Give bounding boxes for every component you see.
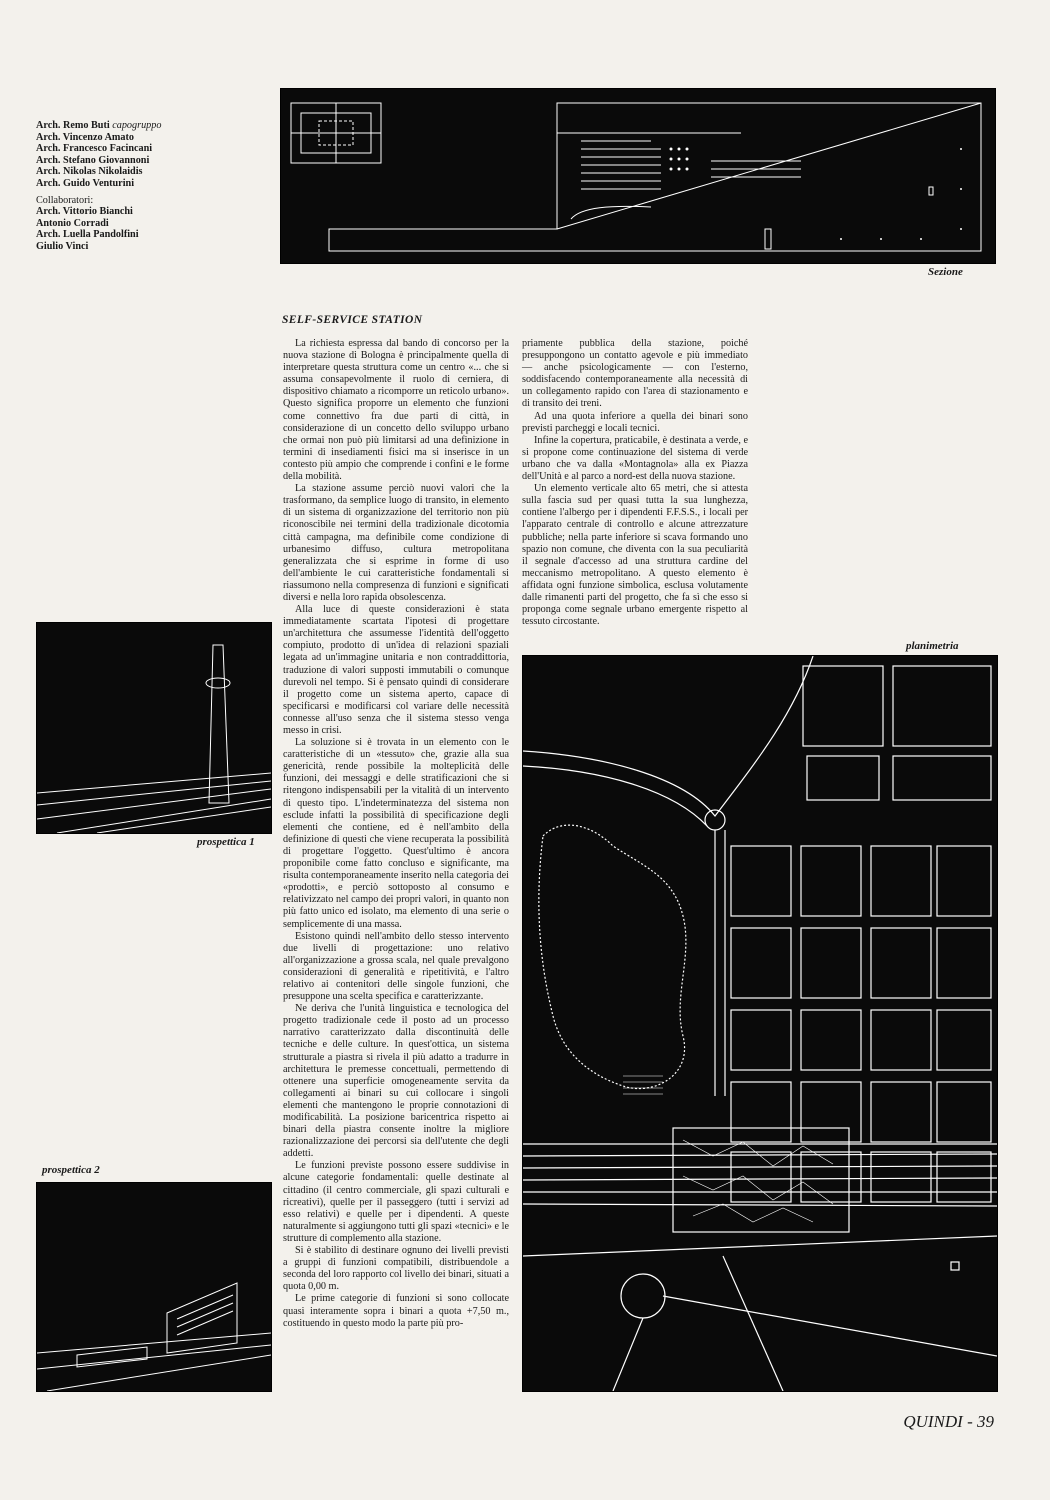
article-paragraph: Si è stabilito di destinare ognuno dei livelli previsti a gruppi di funzioni compatibili, distribuendole a seconda del loro rapporto col livello dei binari, situati a quota 0,00 m.: [283, 1245, 509, 1293]
credits-block: [36, 120, 276, 253]
collaborator-line: Arch. Luella Pandolfini: [36, 229, 139, 241]
article-title: SELF-SERVICE STATION: [282, 314, 423, 326]
credit-line: Arch. Remo Buti capogruppo: [36, 120, 162, 131]
article-paragraph: Esistono quindi nell'ambito dello stesso intervento due livelli di progettazione: uno relativo all'organizzazione a grossa scala, nel quale prevalgono considerazioni di generalità e ripetitività, e l'altro relativo ai contenitori delle singole funzioni, che presuppone una scelta specifica e caratterizzante.: [283, 930, 509, 1003]
section-drawing-svg: [281, 89, 995, 263]
article-paragraph: Ad una quota inferiore a quella dei binari sono previsti parcheggi e locali tecnici.: [522, 410, 748, 434]
credit-line: Arch. Guido Venturini: [36, 177, 135, 189]
perspective-2-drawing: [36, 1182, 272, 1392]
perspective-1-drawing: [36, 622, 272, 834]
article-paragraph: Infine la copertura, praticabile, è destinata a verde, e si propone come continuazione del sistema di verde urbano che va dalla «Montagnola» alla ex Piazza dell'Unità e al parco a nord-est della nuova stazione.: [522, 434, 748, 483]
credit-line: Arch. Nikolas Nikolaidis: [36, 166, 143, 178]
perspective-1-caption: prospettica 1: [197, 836, 255, 848]
article-column-1: [283, 338, 509, 1330]
article-paragraph: Alla luce di queste considerazioni è stata immediatamente scartata l'ipotesi di progettare un'architettura che assumesse l'identità dell'oggetto compiuto, prodotto di un'idea di relazioni spaziali legata ad un'immagine unitaria e non contraddittoria, traduzione di valori supposti immutabili o comunque durevoli nel tempo. Si è pensato quindi di considerare il progetto come un sistema aperto, capace di specificarsi e modificarsi col variare delle necessità connesse all'uso senza che il sistema stesso venga messo in crisi.: [283, 604, 509, 736]
site-plan-svg: [523, 656, 997, 1391]
article-paragraph: Le prime categorie di funzioni si sono collocate quasi interamente sopra i binari a quota +7,50 m., costituendo in questo modo la parte più pro-: [283, 1293, 509, 1329]
article-paragraph: Un elemento verticale alto 65 metri, che si attesta sulla fascia sud per quasi tutta la sua lunghezza, contiene l'albergo per i dipendenti F.F.S.S., i locali per l'apparato centrale di controllo e alcune attrezzature pubbliche; nella parte inferiore si scava formando uno spazio non comune, che diventa con la sua peculiarità il segnale d'accesso ad una struttura cardine del meccanismo metropolitano. A questo elemento è affidata ogni funzione simbolica, esclusa volutamente dalle rimanenti parti del progetto, che fa sì che esso si proponga come segnale urbano emergente rispetto al tessuto circostante.: [522, 483, 748, 628]
article-paragraph: Ne deriva che l'unità linguistica e tecnologica del progetto tradizionale cede il posto ad un processo narrativo caratterizzato dalla discontinuità delle tecniche e delle culture. In quest'ottica, un sistema strutturale a piastra si rivela il più adatto a tradurre in architettura le premesse concettuali, permettendo di ottenere una superficie omogeneamente servita da collegamenti ai binari su cui collocare i singoli elementi che mantengono le proprie connotazioni di modificabilità. La posizione baricentrica rispetto ai binari della piastra consente inoltre la migliore razionalizzazione dei percorsi sia dell'utente che degli addetti.: [283, 1003, 509, 1160]
credit-line: Arch. Vincenzo Amato: [36, 131, 134, 143]
collaborators-heading: Collaboratori:: [36, 194, 94, 206]
collaborator-line: Giulio Vinci: [36, 240, 89, 252]
collaborator-line: Arch. Vittorio Bianchi: [36, 206, 133, 218]
article-paragraph: Le funzioni previste possono essere suddivise in alcune categorie fondamentali: quelle destinate al cittadino (il centro commerciale, gli spazi culturali e ricreativi), quelle per il passeggero (tutti i servizi ad esso relativi) e quelle per i dipendenti. A queste naturalmente si aggiungono tutti gli spazi «tecnici» e le strutture di complemento alla stazione.: [283, 1160, 509, 1244]
section-drawing: [280, 88, 996, 264]
article-column-2: [522, 338, 748, 628]
page-folio: QUINDI - 39: [903, 1412, 994, 1431]
collaborator-line: Antonio Corradi: [36, 217, 109, 229]
perspective-2-svg: [37, 1183, 271, 1391]
article-paragraph: La richiesta espressa dal bando di concorso per la nuova stazione di Bologna è principalmente quella di interpretare questa struttura come un centro «... che si assuma consapevolmente il ruolo di cerniera, di dispositivo chiamato a ricomporre un reticolo urbano». Questo significa proporre un elemento che funzioni come connettivo fra due parti di città, in considerazione di un concetto dello sviluppo urbano che ormai non può più limitarsi ad una definizione in termini di insediamenti fisici ma si inserisce in un contesto più ampio che comprende i confini e le forme della mobilità.: [283, 338, 509, 483]
perspective-1-svg: [37, 623, 271, 833]
site-plan-drawing: [522, 655, 998, 1392]
section-caption: Sezione: [928, 266, 963, 278]
credit-line: Arch. Stefano Giovannoni: [36, 154, 150, 166]
perspective-2-caption: prospettica 2: [42, 1164, 100, 1176]
credit-line: Arch. Francesco Facincani: [36, 143, 153, 155]
article-paragraph: La stazione assume perciò nuovi valori che la trasformano, da semplice luogo di transito, in elemento di un sistema di organizzazione del territorio non più riconoscibile nei termini della tradizionale dicotomia città campagna, ma definibile come condizione di urbanesimo diffuso, cultura metropolitana generalizzata che si esprime in forme di uso dell'ambiente le cui caratteristiche fondamentali si riassumono nella compresenza di funzioni e significati diversi e nella loro rapida obsolescenza.: [283, 483, 509, 603]
article-paragraph: priamente pubblica della stazione, poiché presuppongono un contatto agevole e più immediato — anche psicologicamente — con l'esterno, soddisfacendo contemporaneamente alla necessità di un collegamento rapido con l'area di stazionamento e di transito dei treni.: [522, 338, 748, 410]
plan-caption: planimetria: [906, 640, 959, 652]
article-paragraph: La soluzione si è trovata in un elemento con le caratteristiche di un «tessuto» che, grazie alla sua genericità, rende possibile la molteplicità delle funzioni, dei messaggi e delle stratificazioni che si ritengono indispensabili per la vitalità di un intervento di questo tipo. L'indeterminatezza del sistema non esclude infatti la possibilità di specificazione degli elementi che contiene, ed è nell'ambito della definizione di questi che viene recuperata la possibilità di progettare l'oggetto. Quest'ultimo è ancora proponibile come fatto concluso e significante, ma risulta contemporaneamente inserito nella categoria dei «prodotti», e perciò sottoposto al consumo e relativizzato nel campo dei propri valori, in quanto non più fatto unico ed isolato, ma elemento di una serie o semplicemente di una massa.: [283, 737, 509, 930]
